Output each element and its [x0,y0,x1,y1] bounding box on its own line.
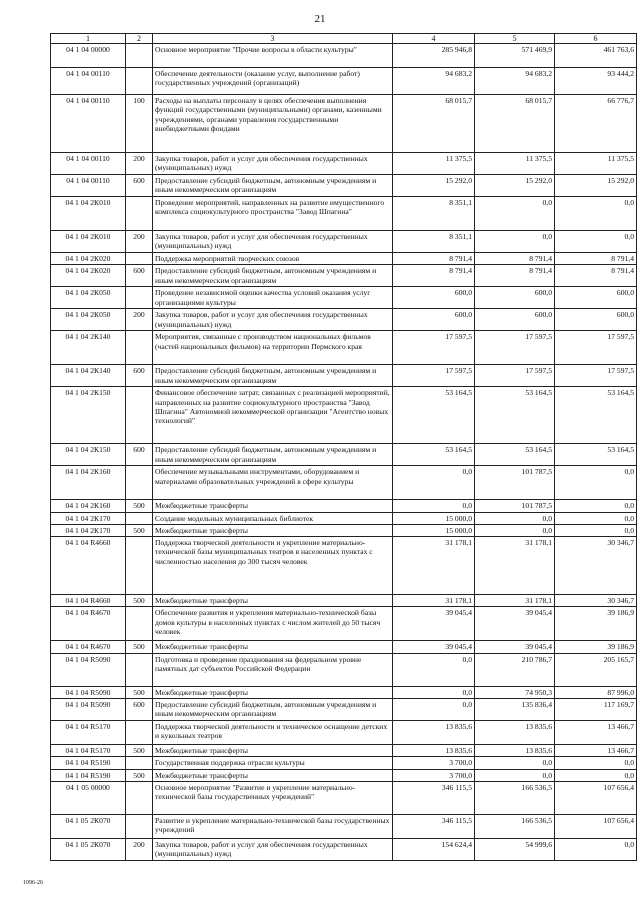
amount-year3-cell: 107 656,4 [555,814,637,838]
expense-type-cell: 200 [126,838,153,860]
amount-year1-cell: 39 045,4 [393,607,475,641]
expense-type-cell: 500 [126,769,153,781]
item-name-cell: Межбюджетные трансферты [153,745,393,757]
amount-year3-cell: 15 292,0 [555,175,637,197]
amount-year2-cell: 101 787,5 [475,466,555,500]
amount-year3-cell: 39 186,9 [555,641,637,653]
amount-year1-cell: 17 597,5 [393,365,475,387]
item-name-cell: Расходы на выплаты персоналу в целях обеспечения выполнения функций государственными (муниципальными) органами, казенными учреждениями, органами управления государственными внебюджетными фондами [153,95,393,153]
target-code-cell: 04 1 04 2К010 [51,197,126,231]
amount-year2-cell: 101 787,5 [475,500,555,512]
item-name-cell: Основное мероприятие "Прочие вопросы в области культуры" [153,44,393,68]
item-name-cell: Финансовое обеспечение затрат, связанных с реализацией мероприятий, направленных на развитие социокультурного пространства "Завод Шпагина" Автономной некоммерческой организации "Агентство новых технологий" [153,387,393,444]
expense-type-cell: 600 [126,699,153,721]
item-name-cell: Поддержка творческой деятельности и укрепление материально-технической базы муниципальных театров в населенных пунктах с численностью населения до 300 тысяч человек [153,537,393,595]
amount-year1-cell: 15 000,0 [393,524,475,536]
table-row [51,387,637,444]
expense-type-cell: 500 [126,500,153,512]
expense-type-cell: 500 [126,524,153,536]
table-row [51,331,637,365]
expense-type-cell: 200 [126,153,153,175]
target-code-cell: 04 1 04 R5190 [51,769,126,781]
amount-year2-cell: 8 791,4 [475,253,555,265]
amount-year1-cell: 0,0 [393,500,475,512]
amount-year1-cell: 3 700,0 [393,757,475,769]
amount-year3-cell: 30 346,7 [555,537,637,595]
column-header: 1 [51,34,126,44]
amount-year2-cell: 166 536,5 [475,781,555,814]
table-row [51,699,637,721]
column-header: 6 [555,34,637,44]
amount-year3-cell: 0,0 [555,197,637,231]
amount-year2-cell: 0,0 [475,757,555,769]
amount-year3-cell: 30 346,7 [555,595,637,607]
amount-year3-cell: 117 169,7 [555,699,637,721]
item-name-cell: Межбюджетные трансферты [153,500,393,512]
item-name-cell: Поддержка мероприятий творческих союзов [153,253,393,265]
amount-year3-cell: 0,0 [555,500,637,512]
amount-year2-cell: 600,0 [475,309,555,331]
footer-code: 1096-26 [23,880,43,886]
target-code-cell: 04 1 05 2К070 [51,838,126,860]
amount-year1-cell: 600,0 [393,309,475,331]
amount-year3-cell: 600,0 [555,309,637,331]
amount-year2-cell: 15 292,0 [475,175,555,197]
item-name-cell: Обеспечение музыкальными инструментами, оборудованием и материалами образовательных учреждений в сфере культуры [153,466,393,500]
item-name-cell: Поддержка творческой деятельности и техническое оснащение детских и кукольных театров [153,721,393,745]
item-name-cell: Предоставление субсидий бюджетным, автономным учреждениям и иным некоммерческим организациям [153,365,393,387]
target-code-cell: 04 1 04 R5170 [51,721,126,745]
item-name-cell: Предоставление субсидий бюджетным, автономным учреждениям и иным некоммерческим организациям [153,699,393,721]
amount-year2-cell: 135 836,4 [475,699,555,721]
target-code-cell: 04 1 04 00000 [51,44,126,68]
item-name-cell: Закупка товаров, работ и услуг для обеспечения государственных (муниципальных) нужд [153,838,393,860]
item-name-cell: Обеспечение деятельности (оказание услуг, выполнение работ) государственных учреждений (организаций) [153,68,393,95]
table-row [51,95,637,153]
amount-year1-cell: 13 835,6 [393,745,475,757]
table-row [51,757,637,769]
amount-year2-cell: 68 015,7 [475,95,555,153]
amount-year2-cell: 0,0 [475,197,555,231]
table-row [51,444,637,466]
target-code-cell: 04 1 04 2К160 [51,466,126,500]
amount-year3-cell: 13 466,7 [555,745,637,757]
item-name-cell: Создание модельных муниципальных библиотек [153,512,393,524]
expense-type-cell [126,757,153,769]
table-row [51,466,637,500]
item-name-cell: Закупка товаров, работ и услуг для обеспечения государственных (муниципальных) нужд [153,309,393,331]
expense-type-cell [126,331,153,365]
amount-year2-cell: 13 835,6 [475,745,555,757]
amount-year1-cell: 154 624,4 [393,838,475,860]
expense-type-cell: 500 [126,686,153,698]
amount-year1-cell: 346 115,5 [393,781,475,814]
amount-year1-cell: 17 597,5 [393,331,475,365]
table-row [51,769,637,781]
expense-type-cell [126,287,153,309]
expense-type-cell: 200 [126,309,153,331]
table-row [51,197,637,231]
column-header: 4 [393,34,475,44]
amount-year3-cell: 87 996,0 [555,686,637,698]
item-name-cell: Закупка товаров, работ и услуг для обеспечения государственных (муниципальных) нужд [153,231,393,253]
amount-year3-cell: 53 164,5 [555,387,637,444]
item-name-cell: Межбюджетные трансферты [153,595,393,607]
amount-year3-cell: 461 763,6 [555,44,637,68]
target-code-cell: 04 1 04 R4670 [51,607,126,641]
amount-year2-cell: 17 597,5 [475,331,555,365]
target-code-cell: 04 1 04 2К160 [51,500,126,512]
item-name-cell: Развитие и укрепление материально-технической базы государственных учреждений [153,814,393,838]
table-row [51,68,637,95]
amount-year2-cell: 31 178,1 [475,537,555,595]
amount-year3-cell: 53 164,5 [555,444,637,466]
amount-year1-cell: 346 115,5 [393,814,475,838]
expense-type-cell: 600 [126,365,153,387]
table-row [51,500,637,512]
amount-year3-cell: 8 791,4 [555,253,637,265]
table-row [51,309,637,331]
amount-year3-cell: 0,0 [555,524,637,536]
amount-year3-cell: 8 791,4 [555,265,637,287]
target-code-cell: 04 1 04 R5190 [51,757,126,769]
amount-year3-cell: 11 375,5 [555,153,637,175]
item-name-cell: Проведение мероприятий, направленных на развитие имущественного комплекса социокультурного пространства "Завод Шпагина" [153,197,393,231]
amount-year1-cell: 8 351,1 [393,231,475,253]
item-name-cell: Предоставление субсидий бюджетным, автономным учреждениям и иным некоммерческим организациям [153,444,393,466]
expense-type-cell [126,781,153,814]
amount-year1-cell: 15 292,0 [393,175,475,197]
item-name-cell: Межбюджетные трансферты [153,641,393,653]
amount-year2-cell: 166 536,5 [475,814,555,838]
target-code-cell: 04 1 04 2К170 [51,512,126,524]
target-code-cell: 04 1 04 2К020 [51,265,126,287]
amount-year1-cell: 11 375,5 [393,153,475,175]
amount-year2-cell: 54 999,6 [475,838,555,860]
target-code-cell: 04 1 04 R4670 [51,641,126,653]
amount-year2-cell: 94 683,2 [475,68,555,95]
item-name-cell: Межбюджетные трансферты [153,769,393,781]
amount-year3-cell: 17 597,5 [555,365,637,387]
table-row [51,287,637,309]
amount-year1-cell: 15 000,0 [393,512,475,524]
amount-year2-cell: 11 375,5 [475,153,555,175]
amount-year3-cell: 93 444,2 [555,68,637,95]
amount-year2-cell: 600,0 [475,287,555,309]
expense-type-cell [126,607,153,641]
item-name-cell: Предоставление субсидий бюджетным, автономным учреждениям и иным некоммерческим организациям [153,265,393,287]
expense-type-cell: 200 [126,231,153,253]
amount-year2-cell: 210 786,7 [475,653,555,686]
target-code-cell: 04 1 05 00000 [51,781,126,814]
expense-type-cell [126,537,153,595]
expense-type-cell [126,68,153,95]
expense-type-cell: 600 [126,265,153,287]
expense-type-cell [126,466,153,500]
table-row [51,814,637,838]
target-code-cell: 04 1 04 00110 [51,175,126,197]
expense-type-cell: 500 [126,595,153,607]
amount-year3-cell: 600,0 [555,287,637,309]
table-row [51,745,637,757]
amount-year1-cell: 0,0 [393,466,475,500]
amount-year3-cell: 17 597,5 [555,331,637,365]
amount-year1-cell: 285 946,8 [393,44,475,68]
item-name-cell: Проведение независимой оценки качества условий оказания услуг организациями культуры [153,287,393,309]
expense-type-cell: 100 [126,95,153,153]
expense-type-cell [126,387,153,444]
target-code-cell: 04 1 05 2К070 [51,814,126,838]
target-code-cell: 04 1 04 2К020 [51,253,126,265]
amount-year1-cell: 600,0 [393,287,475,309]
budget-table [50,33,637,861]
amount-year1-cell: 39 045,4 [393,641,475,653]
expense-type-cell [126,253,153,265]
amount-year3-cell: 0,0 [555,231,637,253]
target-code-cell: 04 1 04 2К140 [51,331,126,365]
amount-year1-cell: 31 178,1 [393,537,475,595]
table-row [51,512,637,524]
amount-year1-cell: 0,0 [393,699,475,721]
target-code-cell: 04 1 04 2К050 [51,309,126,331]
amount-year1-cell: 8 791,4 [393,265,475,287]
amount-year3-cell: 0,0 [555,838,637,860]
amount-year2-cell: 571 469,9 [475,44,555,68]
amount-year1-cell: 31 178,1 [393,595,475,607]
expense-type-cell [126,653,153,686]
amount-year1-cell: 53 164,5 [393,387,475,444]
target-code-cell: 04 1 04 R5090 [51,699,126,721]
amount-year2-cell: 0,0 [475,524,555,536]
amount-year1-cell: 53 164,5 [393,444,475,466]
amount-year2-cell: 17 597,5 [475,365,555,387]
amount-year1-cell: 3 700,0 [393,769,475,781]
table-row [51,607,637,641]
amount-year1-cell: 13 835,6 [393,721,475,745]
amount-year3-cell: 205 165,7 [555,653,637,686]
expense-type-cell: 500 [126,745,153,757]
amount-year1-cell: 0,0 [393,653,475,686]
expense-type-cell [126,512,153,524]
table-row [51,781,637,814]
target-code-cell: 04 1 04 2К150 [51,444,126,466]
expense-type-cell: 500 [126,641,153,653]
amount-year2-cell: 53 164,5 [475,387,555,444]
item-name-cell: Мероприятия, связанные с производством национальных фильмов (частей национальных фильмов) на территории Пермского края [153,331,393,365]
amount-year1-cell: 8 791,4 [393,253,475,265]
target-code-cell: 04 1 04 2К050 [51,287,126,309]
item-name-cell: Обеспечение развития и укрепления материально-технической базы домов культуры в населенных пунктах с числом жителей до 50 тысяч человек [153,607,393,641]
amount-year2-cell: 39 045,4 [475,641,555,653]
page-number: 21 [314,13,326,25]
expense-type-cell [126,814,153,838]
amount-year3-cell: 0,0 [555,512,637,524]
amount-year3-cell: 0,0 [555,769,637,781]
amount-year2-cell: 39 045,4 [475,607,555,641]
table-row [51,153,637,175]
target-code-cell: 04 1 04 R4660 [51,595,126,607]
amount-year1-cell: 8 351,1 [393,197,475,231]
target-code-cell: 04 1 04 00110 [51,153,126,175]
item-name-cell: Основное мероприятие "Развитие и укрепление материально-технической базы государственных учреждений" [153,781,393,814]
target-code-cell: 04 1 04 2К170 [51,524,126,536]
table-row [51,175,637,197]
table-row [51,537,637,595]
item-name-cell: Закупка товаров, работ и услуг для обеспечения государственных (муниципальных) нужд [153,153,393,175]
expense-type-cell [126,197,153,231]
item-name-cell: Подготовка и проведение празднования на федеральном уровне памятных дат субъектов Российской Федерации [153,653,393,686]
expense-type-cell: 600 [126,175,153,197]
amount-year2-cell: 0,0 [475,769,555,781]
expense-type-cell [126,44,153,68]
target-code-cell: 04 1 04 2К150 [51,387,126,444]
expense-type-cell [126,721,153,745]
amount-year1-cell: 0,0 [393,686,475,698]
table-row [51,721,637,745]
amount-year2-cell: 8 791,4 [475,265,555,287]
table-row [51,641,637,653]
table-header-row [51,34,637,44]
amount-year3-cell: 0,0 [555,466,637,500]
item-name-cell: Государственная поддержка отрасли культуры [153,757,393,769]
table-row [51,686,637,698]
amount-year1-cell: 68 015,7 [393,95,475,153]
expense-type-cell: 600 [126,444,153,466]
target-code-cell: 04 1 04 00110 [51,68,126,95]
item-name-cell: Межбюджетные трансферты [153,524,393,536]
target-code-cell: 04 1 04 00110 [51,95,126,153]
amount-year3-cell: 0,0 [555,757,637,769]
amount-year2-cell: 53 164,5 [475,444,555,466]
table-row [51,653,637,686]
target-code-cell: 04 1 04 R5090 [51,653,126,686]
amount-year2-cell: 74 950,3 [475,686,555,698]
item-name-cell: Предоставление субсидий бюджетным, автономным учреждениям и иным некоммерческим организациям [153,175,393,197]
amount-year1-cell: 94 683,2 [393,68,475,95]
table-row [51,253,637,265]
amount-year2-cell: 0,0 [475,512,555,524]
amount-year2-cell: 31 178,1 [475,595,555,607]
table-body [51,44,637,861]
item-name-cell: Межбюджетные трансферты [153,686,393,698]
target-code-cell: 04 1 04 2К140 [51,365,126,387]
table-row [51,265,637,287]
table-row [51,838,637,860]
amount-year3-cell: 39 186,9 [555,607,637,641]
table-row [51,365,637,387]
table-row [51,231,637,253]
target-code-cell: 04 1 04 R5090 [51,686,126,698]
target-code-cell: 04 1 04 R5170 [51,745,126,757]
column-header: 5 [475,34,555,44]
amount-year3-cell: 107 656,4 [555,781,637,814]
target-code-cell: 04 1 04 2К010 [51,231,126,253]
target-code-cell: 04 1 04 R4660 [51,537,126,595]
amount-year2-cell: 13 835,6 [475,721,555,745]
table-row [51,44,637,68]
amount-year2-cell: 0,0 [475,231,555,253]
amount-year3-cell: 13 466,7 [555,721,637,745]
column-header: 2 [126,34,153,44]
amount-year3-cell: 66 776,7 [555,95,637,153]
table-row [51,595,637,607]
table-row [51,524,637,536]
column-header: 3 [153,34,393,44]
